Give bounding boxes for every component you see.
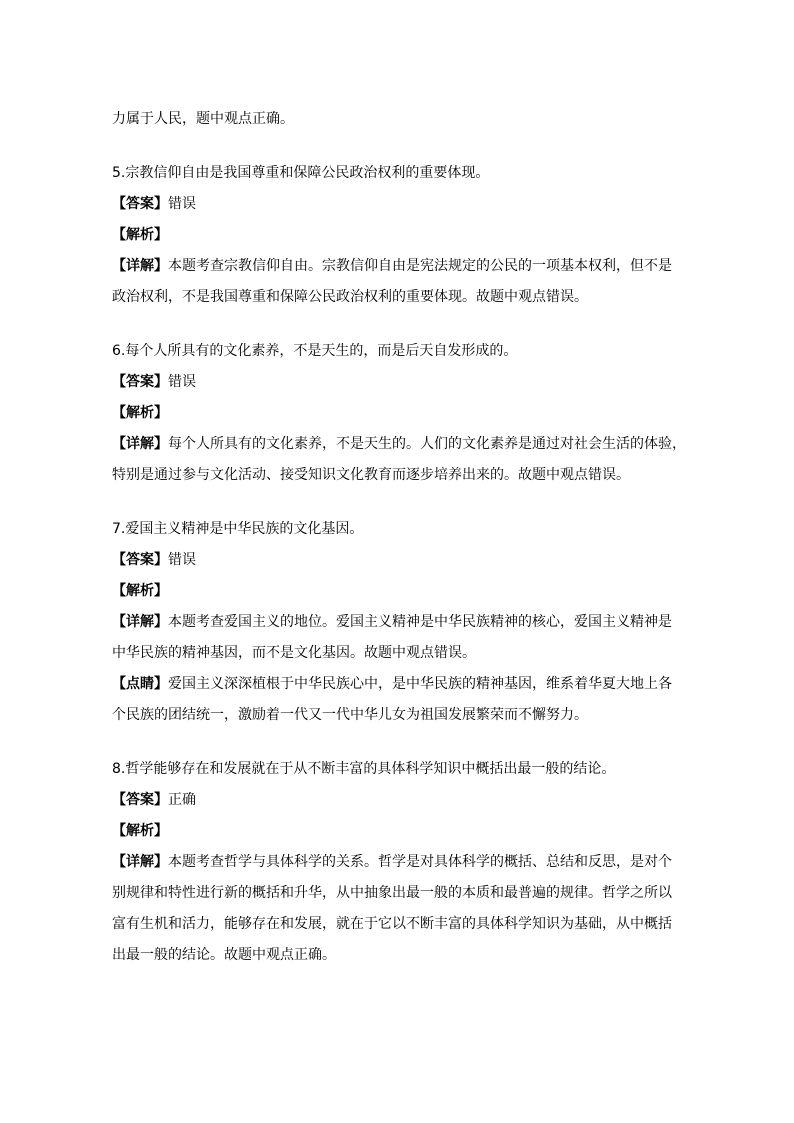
intro-line: 力属于人民，题中观点正确。 <box>112 111 294 127</box>
analysis-label: 【解析】 <box>112 227 168 243</box>
answer-value: 错误 <box>168 196 196 212</box>
answer-label: 【答案】 <box>112 196 168 212</box>
analysis-label: 【解析】 <box>112 405 168 421</box>
question-text: 5.宗教信仰自由是我国尊重和保障公民政治权利的重要体现。 <box>112 165 490 181</box>
detail-label: 【详解】 <box>112 258 168 274</box>
question-text: 8.哲学能够存在和发展就在于从不断丰富的具体科学知识中概括出最一般的结论。 <box>112 761 616 777</box>
analysis-line <box>112 398 684 429</box>
point-text: 爱国主义深深植根于中华民族心中，是中华民族的精神基因，维系着华夏大地上各 <box>168 676 672 692</box>
answer-label: 【答案】 <box>112 792 168 808</box>
detail-label: 【详解】 <box>112 854 168 870</box>
answer-value: 错误 <box>168 552 196 568</box>
analysis-label: 【解析】 <box>112 583 168 599</box>
answer-label: 【答案】 <box>112 374 168 390</box>
question-text: 7.爱国主义精神是中华民族的文化基因。 <box>112 521 364 537</box>
question-text: 6.每个人所具有的文化素养，不是天生的，而是后天自发形成的。 <box>112 343 518 359</box>
answer-label: 【答案】 <box>112 552 168 568</box>
detail-line: 政治权利，不是我国尊重和保障公民政治权利的重要体现。故题中观点错误。 <box>112 289 588 305</box>
detail-line <box>112 251 684 282</box>
analysis-line <box>112 220 684 251</box>
answer-value: 错误 <box>168 374 196 390</box>
answer-value: 正确 <box>168 792 196 808</box>
detail-line: 富有生机和活力，能够存在和发展，就在于它以不断丰富的具体科学知识为基础，从中概括 <box>112 916 672 932</box>
point-label: 【点睛】 <box>112 676 168 692</box>
answer-line <box>112 545 684 576</box>
detail-line: 出最一般的结论。故题中观点正确。 <box>112 947 336 963</box>
detail-line <box>112 607 684 638</box>
detail-text: 本题考查哲学与具体科学的关系。哲学是对具体科学的概括、总结和反思，是对个 <box>168 854 672 870</box>
section-gap <box>112 731 684 754</box>
analysis-label: 【解析】 <box>112 823 168 839</box>
document-page <box>112 104 684 971</box>
question-block-8 <box>112 754 684 971</box>
detail-line: 特别是通过参与文化活动、接受知识文化教育而逐步培养出来的。故题中观点错误。 <box>112 467 630 483</box>
point-line: 个民族的团结统一，激励着一代又一代中华儿女为祖国发展繁荣而不懈努力。 <box>112 707 588 723</box>
answer-line <box>112 189 684 220</box>
point-line <box>112 669 684 700</box>
analysis-line <box>112 576 684 607</box>
detail-line <box>112 847 684 878</box>
section-gap <box>112 135 684 158</box>
detail-text: 每个人所具有的文化素养，不是天生的。人们的文化素养是通过对社会生活的体验， <box>168 436 686 452</box>
question-block-6 <box>112 336 684 491</box>
detail-line: 中华民族的精神基因，而不是文化基因。故题中观点错误。 <box>112 645 476 661</box>
question-block-7 <box>112 514 684 731</box>
question-block-5 <box>112 158 684 313</box>
section-gap <box>112 491 684 514</box>
detail-text: 本题考查宗教信仰自由。宗教信仰自由是宪法规定的公民的一项基本权利，但不是 <box>168 258 672 274</box>
section-gap <box>112 313 684 336</box>
answer-line <box>112 367 684 398</box>
answer-line <box>112 785 684 816</box>
detail-label: 【详解】 <box>112 436 168 452</box>
detail-line <box>112 429 684 460</box>
detail-text: 本题考查爱国主义的地位。爱国主义精神是中华民族精神的核心，爱国主义精神是 <box>168 614 672 630</box>
analysis-line <box>112 816 684 847</box>
detail-line: 别规律和特性进行新的概括和升华，从中抽象出最一般的本质和最普遍的规律。哲学之所以 <box>112 885 672 901</box>
detail-label: 【详解】 <box>112 614 168 630</box>
